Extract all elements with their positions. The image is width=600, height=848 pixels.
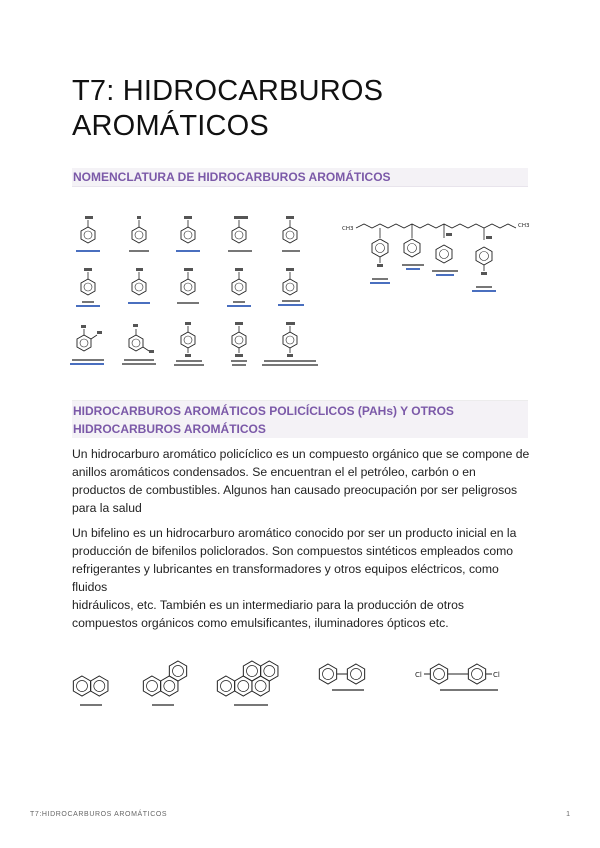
molecule-row-2 xyxy=(76,268,304,307)
molecule-row-1 xyxy=(76,216,300,252)
section-heading-nomenclatura: NOMENCLATURA DE HIDROCARBUROS AROMÁTICOS xyxy=(72,168,528,187)
page-title: T7: HIDROCARBUROS AROMÁTICOS xyxy=(72,75,384,142)
pendant-rings xyxy=(370,224,496,292)
footer-title: T7:HIDROCARBUROS AROMÁTICOS xyxy=(30,811,168,818)
paragraph-pahs: Un hidrocarburo aromático policíclico es un compuesto orgánico que se compone de anillos aromáticos condensados. Se encuentran el el petróleo, carbón o en productos de combustibles. Algunos han causado preocupación por ser peligrosos para la salud xyxy=(72,447,530,515)
pah-structures-figure xyxy=(66,654,536,710)
substituted-benzenes-figure xyxy=(68,210,330,370)
phenanthrene-structure xyxy=(143,661,186,706)
chlorine-label-right: Cl xyxy=(493,671,500,679)
chain-end-label-right: CH3 xyxy=(518,223,530,229)
footer-page-number: 1 xyxy=(566,811,570,818)
molecule-row-3 xyxy=(70,322,318,366)
polymer-chain-figure xyxy=(340,214,536,300)
chain-end-label-left: CH3 xyxy=(342,226,354,232)
dichlorobiphenyl-structure xyxy=(415,664,500,691)
benzopyrene-structure xyxy=(217,661,278,706)
chlorine-label-left: Cl xyxy=(415,671,422,679)
biphenyl-structure xyxy=(319,664,364,691)
naphthalene-structure xyxy=(73,676,108,706)
paragraph-bifenilo: Un bifelino es un hidrocarburo aromático conocido por ser un producto inicial en la producción de bifenilos policlorados. Son compuestos sintéticos empleados como refrigerantes y lubricantes en transformadores y otros equipos eléctricos, como fluidos hidráulicos, etc. También es un intermediario para la producción de otros compuestos orgánicos como emulsificantes, iluminadores ópticos etc. xyxy=(72,526,517,630)
section-heading-pahs: HIDROCARBUROS AROMÁTICOS POLICÍCLICOS (PAHs) Y OTROS HIDROCARBUROS AROMÁTICOS xyxy=(72,400,528,438)
